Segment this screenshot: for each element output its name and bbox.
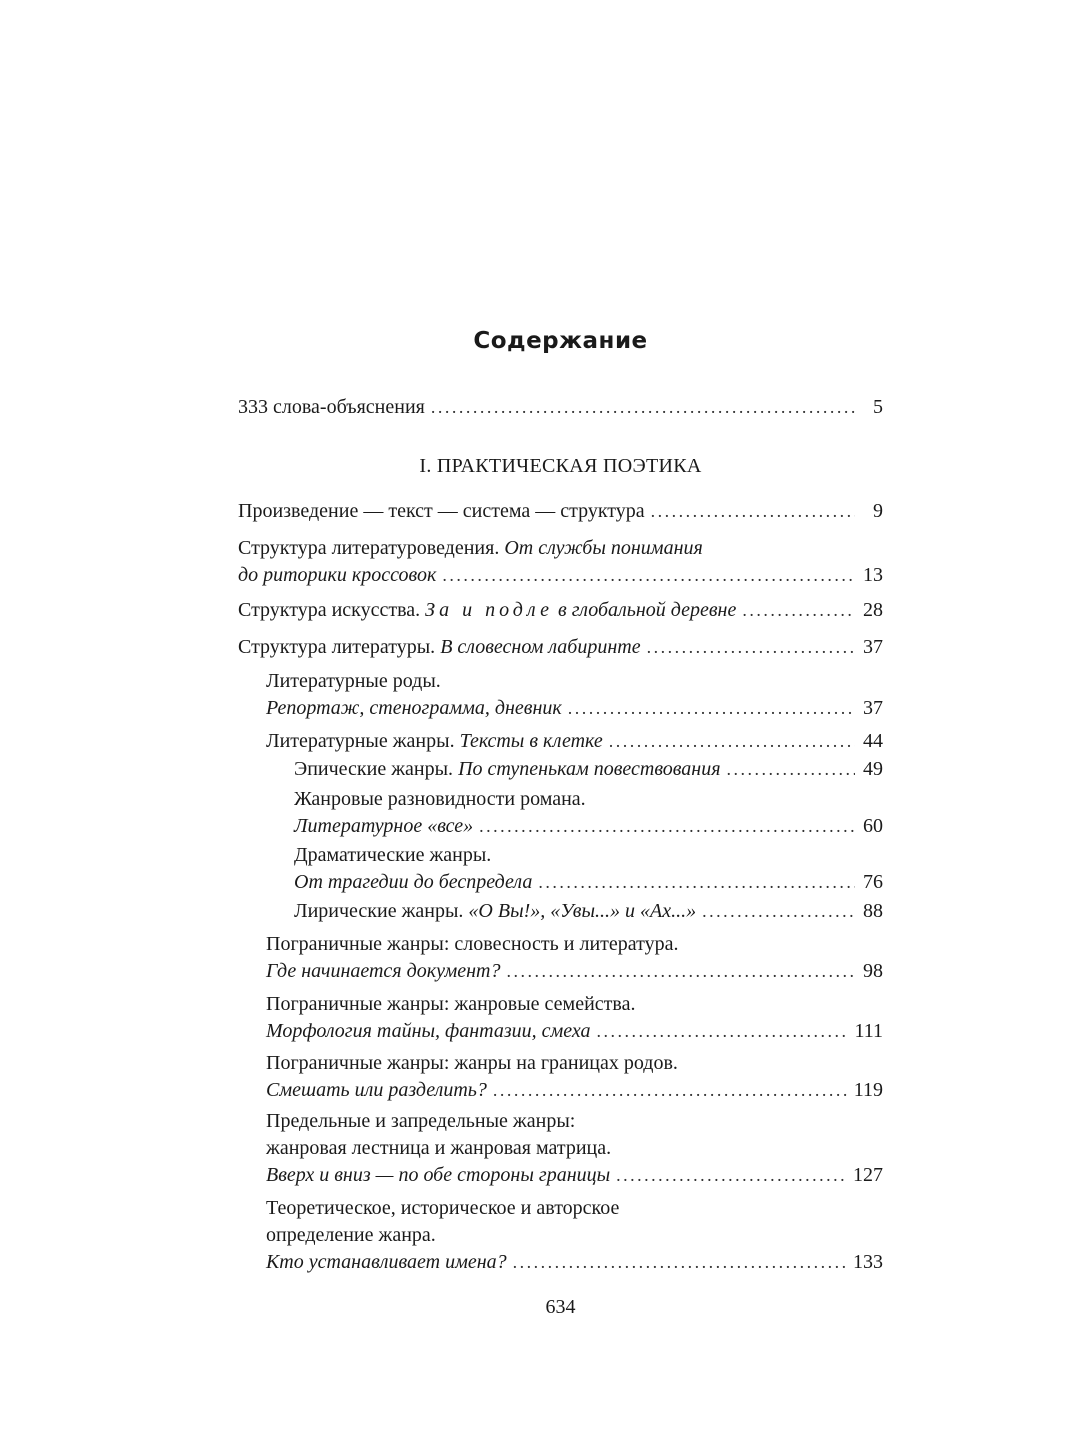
entry-title: Пограничные жанры: жанры на границах родов. bbox=[266, 1052, 678, 1074]
toc-entry bbox=[238, 535, 883, 589]
entry-title: Произведение — текст — система — структура bbox=[238, 500, 645, 522]
toc-entry bbox=[266, 931, 883, 985]
entry-subtitle: За и подле bbox=[425, 599, 554, 621]
entry-page: 127 bbox=[853, 1164, 883, 1186]
dot-leader bbox=[493, 1077, 848, 1104]
entry-title: Структура литературы. bbox=[238, 636, 436, 658]
entry-page: 98 bbox=[863, 960, 883, 982]
toc-entry bbox=[294, 898, 883, 925]
dot-leader bbox=[616, 1162, 847, 1189]
dot-leader bbox=[568, 695, 855, 722]
entry-subtitle: От службы понимания bbox=[504, 537, 703, 559]
dot-leader bbox=[742, 597, 855, 624]
entry-title: Драматические жанры. bbox=[294, 844, 492, 866]
entry-subtitle: По ступенькам повествования bbox=[458, 758, 721, 780]
dot-leader bbox=[431, 394, 855, 421]
entry-title: Теоретическое, историческое и авторское bbox=[266, 1197, 620, 1219]
entry-subtitle: В словесном лабиринте bbox=[440, 636, 641, 658]
entry-title: Лирические жанры. bbox=[294, 900, 464, 922]
entry-page: 13 bbox=[863, 564, 883, 586]
entry-page: 5 bbox=[873, 396, 883, 418]
entry-page: 37 bbox=[863, 697, 883, 719]
entry-title: Структура искусства. bbox=[238, 599, 421, 621]
toc-entry bbox=[294, 786, 883, 840]
entry-title: Жанровые разновидности романа. bbox=[294, 788, 586, 810]
entry-page: 37 bbox=[863, 636, 883, 658]
section-heading: I. ПРАКТИЧЕСКАЯ ПОЭТИКА bbox=[419, 455, 702, 477]
entry-subtitle: «О Вы!», «Увы...» и «Ах...» bbox=[468, 900, 697, 922]
toc-entry bbox=[266, 728, 883, 755]
dot-leader bbox=[538, 869, 855, 896]
entry-subtitle: Литературное «все» bbox=[294, 815, 474, 837]
entry-title: Пограничные жанры: жанровые семейства. bbox=[266, 993, 636, 1015]
entry-page: 88 bbox=[863, 900, 883, 922]
toc-entry bbox=[294, 756, 883, 783]
entry-subtitle: Смешать или разделить? bbox=[266, 1079, 487, 1101]
entry-page: 76 bbox=[863, 871, 883, 893]
dot-leader bbox=[479, 813, 855, 840]
entry-subtitle: От трагедии до беспредела bbox=[294, 871, 533, 893]
entry-title: Литературные жанры. bbox=[266, 730, 455, 752]
dot-leader bbox=[647, 634, 855, 661]
toc-entry bbox=[238, 634, 883, 661]
toc-entry bbox=[238, 498, 883, 525]
entry-page: 119 bbox=[853, 1079, 883, 1101]
entry-title: 333 слова-объяснения bbox=[238, 396, 425, 418]
entry-subtitle: Где начинается документ? bbox=[266, 960, 501, 982]
toc-entry bbox=[266, 668, 883, 722]
entry-subtitle: Кто устанавливает имена? bbox=[266, 1251, 507, 1273]
toc-title: Содержание bbox=[473, 328, 648, 354]
dot-leader bbox=[702, 898, 855, 925]
entry-page: 133 bbox=[853, 1251, 883, 1273]
entry-title: жанровая лестница и жанровая матрица. bbox=[266, 1137, 612, 1159]
entry-page: 28 bbox=[863, 599, 883, 621]
entry-subtitle: Репортаж, стенограмма, дневник bbox=[266, 697, 562, 719]
dot-leader bbox=[513, 1249, 847, 1276]
toc-entry bbox=[294, 842, 883, 896]
entry-subtitle: Тексты в клетке bbox=[459, 730, 603, 752]
toc-page bbox=[238, 0, 883, 1440]
toc-entry bbox=[266, 991, 883, 1045]
toc-entry bbox=[266, 1108, 883, 1189]
dot-leader bbox=[506, 958, 855, 985]
entry-page: 49 bbox=[863, 758, 883, 780]
entry-subtitle: в глобальной деревне bbox=[558, 599, 737, 621]
entry-title: определение жанра. bbox=[266, 1224, 436, 1246]
entry-page: 60 bbox=[863, 815, 883, 837]
entry-subtitle: до риторики кроссовок bbox=[238, 564, 437, 586]
entry-title: Предельные и запредельные жанры: bbox=[266, 1110, 576, 1132]
toc-entry-intro bbox=[238, 394, 883, 421]
dot-leader bbox=[442, 562, 855, 589]
entry-page: 44 bbox=[863, 730, 883, 752]
entry-subtitle: Вверх и вниз — по обе стороны границы bbox=[266, 1164, 611, 1186]
dot-leader bbox=[609, 728, 855, 755]
entry-page: 9 bbox=[873, 500, 883, 522]
entry-title: Эпические жанры. bbox=[294, 758, 454, 780]
entry-title: Литературные роды. bbox=[266, 670, 441, 692]
entry-page: 111 bbox=[854, 1020, 883, 1042]
entry-subtitle: Морфология тайны, фантазии, смеха bbox=[266, 1020, 591, 1042]
toc-entry bbox=[238, 597, 883, 624]
entry-title: Структура литературоведения. bbox=[238, 537, 500, 559]
toc-entry bbox=[266, 1195, 883, 1276]
toc-entry bbox=[266, 1050, 883, 1104]
page-number: 634 bbox=[545, 1296, 576, 1318]
entry-title: Пограничные жанры: словесность и литература. bbox=[266, 933, 679, 955]
dot-leader bbox=[727, 756, 855, 783]
dot-leader bbox=[597, 1018, 849, 1045]
dot-leader bbox=[651, 498, 855, 525]
